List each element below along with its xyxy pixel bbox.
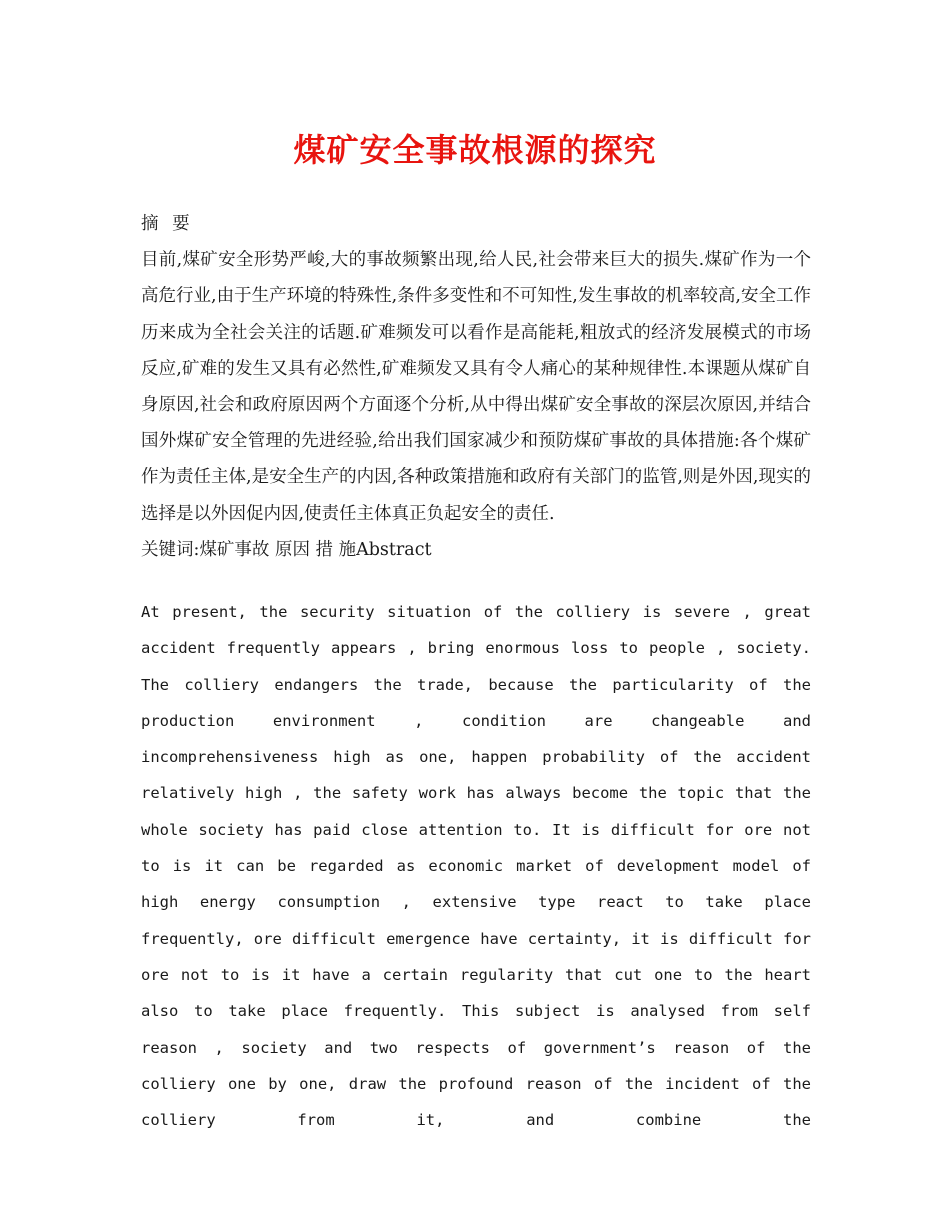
abstract-heading: 摘 要 — [141, 214, 194, 234]
abstract-cn-section — [141, 206, 811, 568]
abstract-en-paragraph: At present, the security situation of the colliery is severe , great accident frequently appears , bring enormous loss to people , society. The colliery endangers the trade, because the particularity of the production environment , condition are changeable and incomprehensiveness high as one, happen probability of the accident relatively high , the safety work has always become the topic that the whole society has paid close attention to. It is difficult for ore not to is it can be regarded as economic market of development model of high energy consumption , extensive type react to take place frequently, ore difficult emergence have certainty, it is difficult for ore not to is it have a certain regularity that cut one to the heart also to take place frequently. This subject is analysed from self reason , society and two respects of government’s reason of the colliery one by one, draw the profound reason of the incident of the colliery from it, and combine the — [141, 603, 811, 1130]
document-title: 煤矿安全事故根源的探究 — [293, 131, 657, 169]
abstract-cn-paragraph: 目前,煤矿安全形势严峻,大的事故频繁出现,给人民,社会带来巨大的损失.煤矿作为一个高危行业,由于生产环境的特殊性,条件多变性和不可知性,发生事故的机率较高,安全工作历来成为全社会关注的话题.矿难频发可以看作是高能耗,粗放式的经济发展模式的市场反应,矿难的发生又具有必然性,矿难频发又具有令人痛心的某种规律性.本课题从煤矿自身原因,社会和政府原因两个方面逐个分析,从中得出煤矿安全事故的深层次原因,并结合国外煤矿安全管理的先进经验,给出我们国家减少和预防煤矿事故的具体措施:各个煤矿作为责任主体,是安全生产的内因,各种政策措施和政府有关部门的监管,则是外因,现实的选择是以外因促内因,使责任主体真正负起安全的责任. — [141, 250, 811, 524]
keywords-line: 关键词:煤矿事故 原因 措 施Abstract — [141, 539, 432, 560]
